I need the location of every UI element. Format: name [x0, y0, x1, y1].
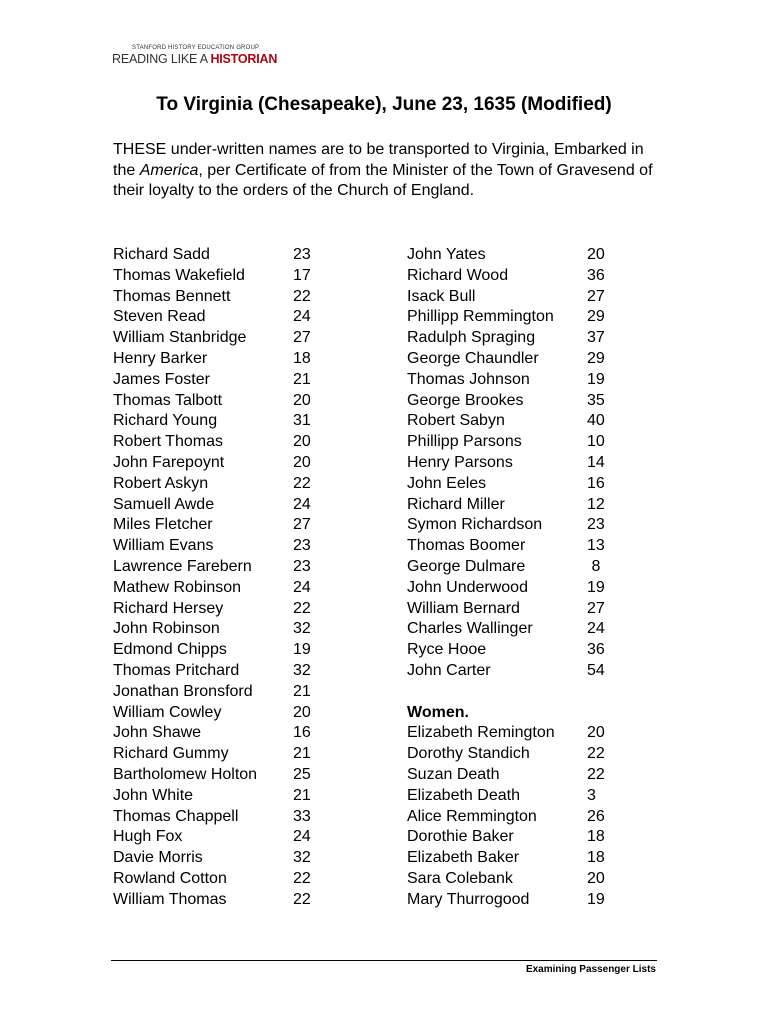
passenger-row — [113, 807, 343, 828]
passenger-row — [113, 411, 343, 432]
passenger-age: 27 — [293, 329, 311, 347]
passenger-age: 22 — [293, 287, 311, 305]
passenger-age: 36 — [587, 266, 605, 284]
passenger-name: James Foster — [113, 370, 210, 388]
passenger-row — [113, 432, 343, 453]
passenger-row — [407, 266, 647, 287]
passenger-name: Thomas Johnson — [407, 370, 530, 388]
passenger-row — [113, 744, 343, 765]
passenger-name: Thomas Bennett — [113, 287, 231, 305]
logo — [112, 44, 278, 66]
passenger-name: Richard Sadd — [113, 246, 210, 263]
passenger-age: 16 — [293, 724, 311, 742]
passenger-row — [407, 578, 647, 599]
passenger-row — [407, 723, 647, 744]
logo-group-name: STANFORD HISTORY EDUCATION GROUP — [132, 45, 260, 51]
passenger-age: 23 — [587, 516, 605, 534]
passenger-row — [113, 599, 343, 620]
intro-text-2: , per Certificate of from the Minister of the Town of Gravesend of their loyalty to the orders of the Church of England. — [113, 161, 653, 200]
passenger-name: Thomas Talbott — [113, 391, 223, 409]
logo-prefix: READING LIKE A — [112, 52, 211, 66]
passenger-age: 22 — [293, 599, 311, 617]
passenger-age: 33 — [293, 807, 311, 825]
passenger-age: 20 — [587, 869, 605, 887]
passenger-row — [113, 328, 343, 349]
passenger-row — [407, 744, 647, 765]
passenger-age: 3 — [587, 786, 596, 804]
passenger-row — [113, 495, 343, 516]
passenger-name: Charles Wallinger — [407, 620, 533, 638]
passenger-row — [113, 536, 343, 557]
passenger-row — [113, 307, 343, 328]
passenger-age: 37 — [587, 329, 605, 347]
passenger-age: 26 — [587, 807, 605, 825]
passenger-name: John Farepoynt — [113, 453, 225, 471]
passenger-age: 22 — [293, 869, 311, 887]
passenger-name: John Carter — [407, 661, 491, 679]
passenger-age: 40 — [587, 412, 605, 430]
passenger-age: 19 — [587, 578, 605, 596]
passenger-name: Elizabeth Death — [407, 786, 520, 804]
passenger-row — [407, 328, 647, 349]
passenger-name: Richard Gummy — [113, 745, 229, 763]
passenger-age: 24 — [293, 828, 311, 846]
passenger-age: 20 — [293, 703, 311, 721]
passenger-name: Ryce Hooe — [407, 641, 487, 659]
footer-divider — [111, 960, 657, 961]
passenger-row — [407, 807, 647, 828]
passenger-row — [407, 245, 647, 266]
passenger-age: 20 — [293, 391, 311, 409]
passenger-age: 32 — [293, 849, 311, 867]
intro-paragraph — [113, 140, 658, 202]
passenger-age: 29 — [587, 349, 605, 367]
passenger-name: Isack Bull — [407, 287, 476, 305]
passenger-row — [407, 848, 647, 869]
passenger-age: 24 — [293, 308, 311, 326]
passenger-row — [407, 453, 647, 474]
passenger-row — [407, 640, 647, 661]
passenger-age: 21 — [293, 786, 311, 804]
passenger-name: Dorothy Standich — [407, 745, 530, 763]
passenger-row — [407, 432, 647, 453]
passenger-name: Henry Parsons — [407, 453, 513, 471]
passenger-row — [113, 786, 343, 807]
passenger-row — [407, 869, 647, 890]
passenger-row — [113, 723, 343, 744]
passenger-row — [407, 307, 647, 328]
passenger-name: Steven Read — [113, 308, 206, 326]
passenger-name: Thomas Pritchard — [113, 661, 240, 679]
passenger-age: 18 — [587, 849, 605, 867]
passenger-age: 16 — [587, 474, 605, 492]
passenger-name: Suzan Death — [407, 765, 500, 783]
passenger-row — [407, 391, 647, 412]
passenger-age: 21 — [293, 745, 311, 763]
passenger-age: 20 — [293, 453, 311, 471]
passenger-name: Mary Thurrogood — [407, 890, 530, 908]
passenger-name: William Thomas — [113, 890, 227, 908]
passenger-age: 22 — [293, 474, 311, 492]
women-heading: Women. — [407, 703, 469, 721]
passenger-name: Elizabeth Remington — [407, 724, 555, 742]
passenger-row — [113, 827, 343, 848]
passenger-age: 24 — [293, 495, 311, 513]
passenger-age: 24 — [293, 578, 311, 596]
passenger-name: Sara Colebank — [407, 869, 513, 887]
passenger-name: Phillipp Parsons — [407, 433, 522, 451]
passenger-age: 22 — [587, 745, 605, 763]
passenger-name: George Brookes — [407, 391, 524, 409]
passenger-row — [407, 287, 647, 308]
passenger-row — [407, 495, 647, 516]
passenger-name: William Bernard — [407, 599, 520, 617]
passenger-age: 23 — [293, 557, 311, 575]
passenger-age: 18 — [293, 349, 311, 367]
passenger-age: 32 — [293, 661, 311, 679]
passenger-age: 14 — [587, 453, 605, 471]
passenger-name: Alice Remmington — [407, 807, 537, 825]
passenger-list-left — [113, 245, 343, 911]
passenger-age: 18 — [587, 828, 605, 846]
passenger-name: Phillipp Remmington — [407, 308, 554, 326]
passenger-name: William Stanbridge — [113, 329, 247, 347]
passenger-name: Robert Sabyn — [407, 412, 505, 430]
passenger-name: Miles Fletcher — [113, 516, 213, 534]
passenger-name: Mathew Robinson — [113, 578, 242, 596]
passenger-row — [407, 765, 647, 786]
passenger-row — [407, 827, 647, 848]
passenger-name: William Evans — [113, 537, 214, 555]
passenger-row — [113, 661, 343, 682]
logo-wordmark — [112, 52, 278, 66]
passenger-age: 32 — [293, 620, 311, 638]
passenger-row — [407, 349, 647, 370]
passenger-name: Robert Thomas — [113, 433, 223, 451]
intro-ship-name: America — [139, 161, 199, 179]
passenger-row — [113, 370, 343, 391]
passenger-name: John White — [113, 786, 194, 804]
passenger-name: Radulph Spraging — [407, 329, 536, 347]
passenger-row — [407, 370, 647, 391]
passenger-name: John Robinson — [113, 620, 220, 638]
passenger-age: 23 — [293, 246, 311, 263]
passenger-row — [113, 619, 343, 640]
passenger-name: Bartholomew Holton — [113, 765, 258, 783]
passenger-age: 24 — [587, 620, 605, 638]
passenger-row — [113, 391, 343, 412]
passenger-age: 21 — [293, 682, 311, 700]
passenger-name: Henry Barker — [113, 349, 208, 367]
passenger-age: 29 — [587, 308, 605, 326]
passenger-name: Jonathan Bronsford — [113, 682, 253, 700]
passenger-row — [113, 765, 343, 786]
passenger-age: 31 — [293, 412, 311, 430]
passenger-age: 10 — [587, 433, 605, 451]
passenger-name: John Underwood — [407, 578, 528, 596]
passenger-age: 22 — [293, 890, 311, 908]
passenger-name: John Yates — [407, 246, 486, 263]
passenger-age: 35 — [587, 391, 605, 409]
passenger-age: 17 — [293, 266, 311, 284]
passenger-name: Elizabeth Baker — [407, 849, 520, 867]
passenger-name: Dorothie Baker — [407, 828, 514, 846]
passenger-row — [407, 786, 647, 807]
passenger-row — [113, 349, 343, 370]
passenger-row — [113, 682, 343, 703]
passenger-row — [113, 245, 343, 266]
passenger-age: 19 — [293, 641, 311, 659]
passenger-age: 19 — [587, 370, 605, 388]
page-title: To Virginia (Chesapeake), June 23, 1635 (Modified) — [156, 94, 612, 115]
passenger-name: George Dulmare — [407, 557, 526, 575]
passenger-age: 20 — [587, 246, 605, 263]
passenger-row — [407, 515, 647, 536]
passenger-age: 12 — [587, 495, 605, 513]
passenger-age: 23 — [293, 537, 311, 555]
footer-title: Examining Passenger Lists — [525, 964, 656, 975]
passenger-age: 54 — [587, 661, 605, 679]
passenger-age: 27 — [587, 599, 605, 617]
passenger-name: Edmond Chipps — [113, 641, 227, 659]
passenger-name: Rowland Cotton — [113, 869, 227, 887]
passenger-row — [113, 890, 343, 911]
passenger-name: Richard Young — [113, 412, 218, 430]
passenger-name: Lawrence Farebern — [113, 557, 252, 575]
passenger-row — [407, 619, 647, 640]
passenger-age: 20 — [293, 433, 311, 451]
passenger-list-right — [407, 245, 647, 911]
passenger-row — [407, 599, 647, 620]
passenger-age: 27 — [293, 516, 311, 534]
passenger-name: Richard Wood — [407, 266, 509, 284]
passenger-age: 25 — [293, 765, 311, 783]
passenger-age: 13 — [587, 537, 605, 555]
passenger-age: 36 — [587, 641, 605, 659]
passenger-row — [407, 661, 647, 682]
section-spacer — [407, 682, 647, 703]
passenger-row — [113, 287, 343, 308]
passenger-name: Samuell Awde — [113, 495, 215, 513]
passenger-age: 22 — [587, 765, 605, 783]
passenger-row — [113, 848, 343, 869]
passenger-name: Thomas Boomer — [407, 537, 526, 555]
passenger-name: John Shawe — [113, 724, 202, 742]
passenger-name: Robert Askyn — [113, 474, 209, 492]
passenger-name: John Eeles — [407, 474, 487, 492]
passenger-row — [407, 536, 647, 557]
passenger-age: 20 — [587, 724, 605, 742]
passenger-name: Richard Miller — [407, 495, 505, 513]
passenger-name: Thomas Wakefield — [113, 266, 245, 284]
passenger-age: 21 — [293, 370, 311, 388]
passenger-row — [113, 266, 343, 287]
passenger-row — [407, 557, 647, 578]
passenger-name: Thomas Chappell — [113, 807, 239, 825]
passenger-age: 8 — [587, 557, 601, 575]
passenger-name: Davie Morris — [113, 849, 203, 867]
passenger-name: Symon Richardson — [407, 516, 543, 534]
passenger-name: William Cowley — [113, 703, 222, 721]
passenger-row — [407, 474, 647, 495]
passenger-age: 27 — [587, 287, 605, 305]
passenger-row — [113, 474, 343, 495]
passenger-name: George Chaundler — [407, 349, 539, 367]
passenger-name: Hugh Fox — [113, 828, 183, 846]
passenger-row — [407, 411, 647, 432]
passenger-row — [113, 869, 343, 890]
passenger-row — [113, 578, 343, 599]
intro-text-1: THESE under-written names are to be transported to Virginia, Embarked in the — [113, 141, 644, 179]
passenger-name: Richard Hersey — [113, 599, 224, 617]
passenger-age: 19 — [587, 890, 605, 908]
logo-highlight: HISTORIAN — [210, 52, 278, 66]
passenger-row — [113, 703, 343, 724]
passenger-row — [113, 557, 343, 578]
passenger-row — [113, 640, 343, 661]
passenger-row — [113, 453, 343, 474]
passenger-row — [113, 515, 343, 536]
passenger-row — [407, 890, 647, 911]
